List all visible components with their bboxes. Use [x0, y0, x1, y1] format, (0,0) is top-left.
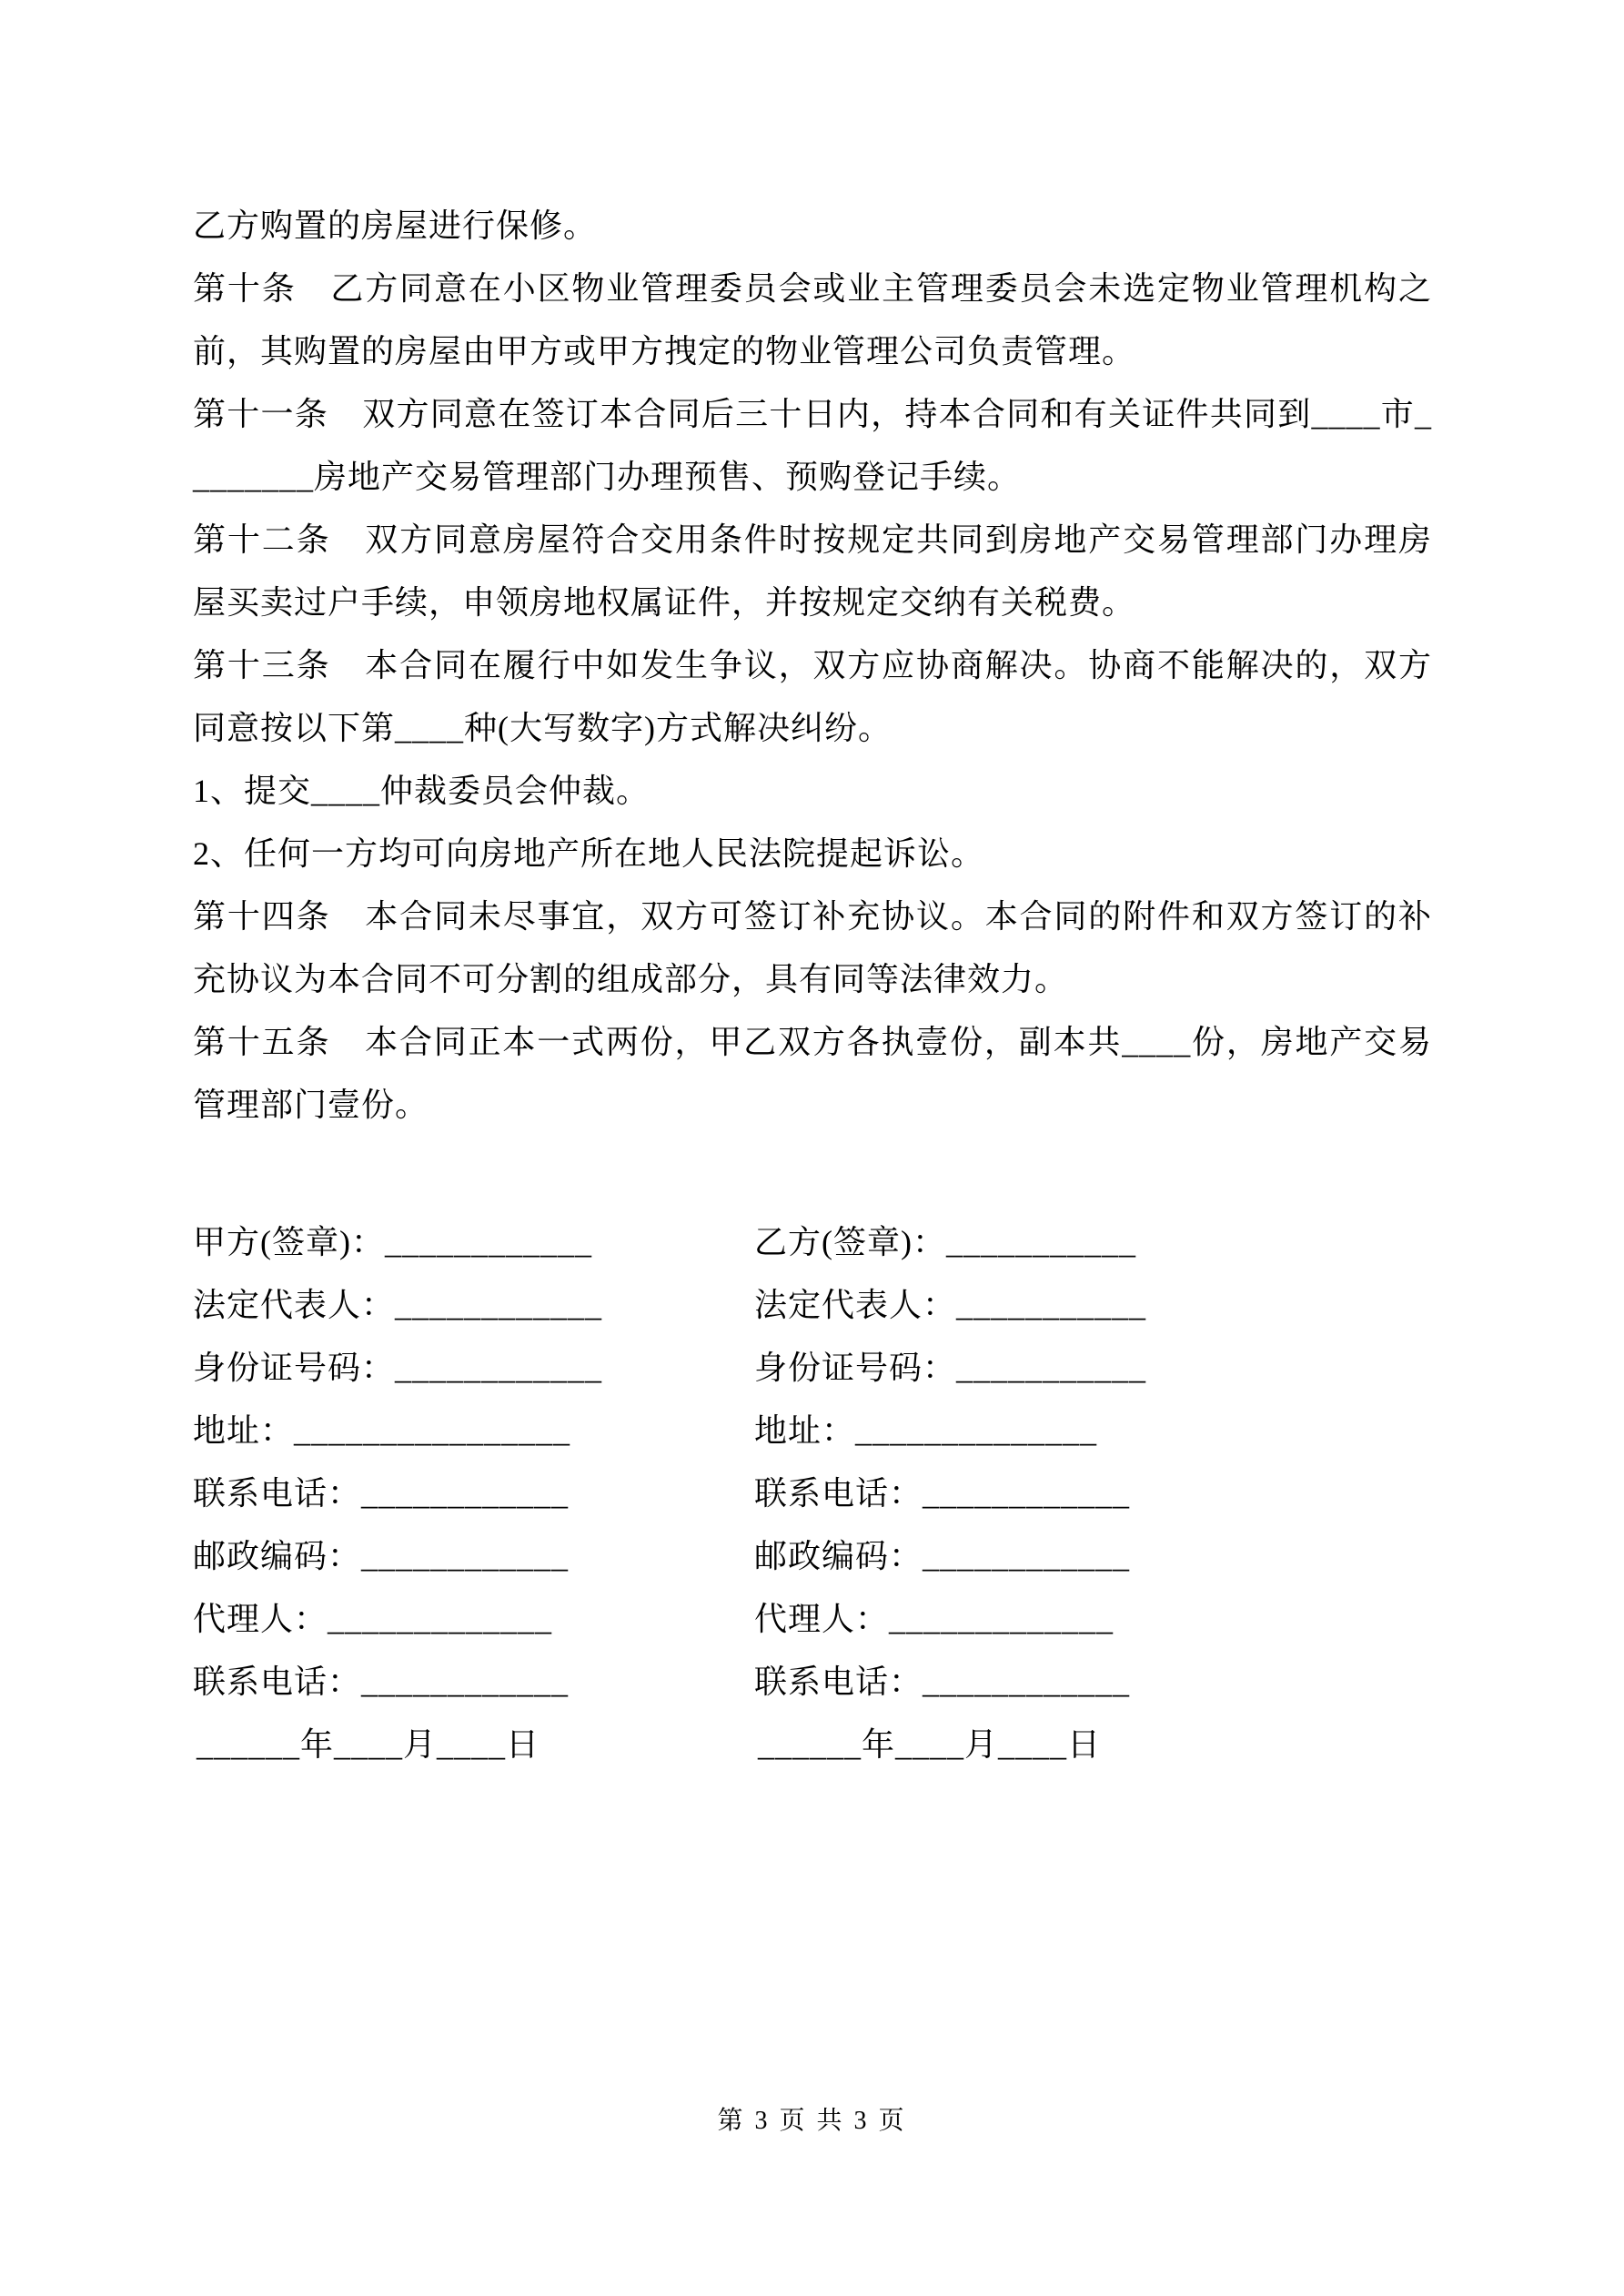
paragraph-continuation: 乙方购置的房屋进行保修。	[193, 207, 598, 244]
paragraph-clause-13: 第十三条 本合同在履行中如发生争议，双方应协商解决。协商不能解决的，双方同意按以下第____种(大写数字)方式解决纠纷。	[193, 647, 1432, 746]
party-b-phone-line: 联系电话：____________	[754, 1475, 1131, 1512]
paragraph-litigation-option: 2、任何一方均可向房地产所在地人民法院提起诉讼。	[193, 835, 985, 872]
party-a-seal-line: 甲方(签章)：____________	[193, 1224, 592, 1260]
party-a-date-line: ______年____月____日	[197, 1726, 540, 1763]
party-a-agent-line: 代理人：_____________	[193, 1601, 553, 1637]
party-b-date-line: ______年____月____日	[758, 1726, 1102, 1763]
contract-body	[193, 195, 1432, 1776]
party-a-address-line: 地址：________________	[193, 1412, 571, 1449]
paragraph-clause-14: 第十四条 本合同未尽事宜，双方可签订补充协议。本合同的附件和双方签订的补充协议为本合同不可分割的组成部分，具有同等法律效力。	[193, 898, 1432, 997]
party-a-phone-line: 联系电话：____________	[193, 1475, 570, 1512]
paragraph-clause-15: 第十五条 本合同正本一式两份，甲乙双方各执壹份，副本共____份，房地产交易管理部门壹份。	[193, 1024, 1432, 1123]
party-b-signature-block	[754, 1211, 1432, 1776]
paragraph-clause-12: 第十二条 双方同意房屋符合交用条件时按规定共同到房地产交易管理部门办理房屋买卖过户手续，申领房地权属证件，并按规定交纳有关税费。	[193, 521, 1432, 621]
party-a-agent-phone-line: 联系电话：____________	[193, 1664, 570, 1700]
signature-section	[193, 1211, 1432, 1776]
party-a-signature-block	[193, 1211, 754, 1776]
paragraph-clause-10: 第十条 乙方同意在小区物业管理委员会或业主管理委员会未选定物业管理机构之前，其购置的房屋由甲方或甲方拽定的物业管理公司负责管理。	[193, 270, 1432, 369]
party-b-postal-code-line: 邮政编码：____________	[754, 1538, 1131, 1574]
party-a-legal-representative-line: 法定代表人：____________	[193, 1287, 603, 1323]
party-b-id-number-line: 身份证号码：___________	[754, 1350, 1147, 1386]
party-b-seal-line: 乙方(签章)：___________	[754, 1224, 1136, 1260]
party-b-agent-phone-line: 联系电话：____________	[754, 1664, 1131, 1700]
party-a-id-number-line: 身份证号码：____________	[193, 1350, 603, 1386]
party-b-legal-representative-line: 法定代表人：___________	[754, 1287, 1147, 1323]
party-a-postal-code-line: 邮政编码：____________	[193, 1538, 570, 1574]
party-b-address-line: 地址：______________	[754, 1412, 1098, 1449]
page-number: 第 3 页 共 3 页	[717, 2107, 907, 2135]
party-b-agent-line: 代理人：_____________	[754, 1601, 1115, 1637]
paragraph-arbitration-option: 1、提交____仲裁委员会仲裁。	[193, 773, 651, 809]
paragraph-clause-11: 第十一条 双方同意在签订本合同后三十日内，持本合同和有关证件共同到____市________房地产交易管理部门办理预售、预购登记手续。	[193, 396, 1432, 495]
